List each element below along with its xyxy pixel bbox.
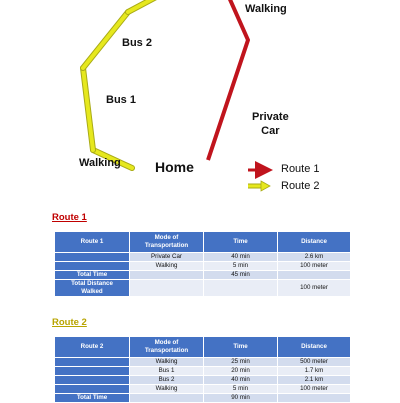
route1-path (208, 0, 248, 160)
table-cell: Walking (130, 358, 204, 367)
table-row (55, 271, 351, 280)
table-cell: 90 min (204, 394, 278, 403)
table-row (55, 358, 351, 367)
table-cell: 100 meter (278, 385, 351, 394)
header-cell: Distance (278, 232, 351, 253)
route2-section-title: Route 2 (52, 317, 87, 328)
label-walking-left: Walking (79, 157, 121, 169)
table-cell (204, 280, 278, 297)
table-cell: 5 min (204, 385, 278, 394)
legend-route2-arrowhead (261, 181, 270, 191)
header-cell: Route 2 (55, 337, 130, 358)
table-cell (278, 394, 351, 403)
table-row (55, 280, 351, 297)
route1-table (54, 231, 351, 297)
row-header-cell (55, 262, 130, 271)
table-header-row (55, 337, 351, 358)
table-header-row (55, 232, 351, 253)
row-header-cell: Total Distance Walked (55, 280, 130, 297)
label-walking-top: Walking (245, 3, 287, 15)
row-header-cell: Total Time (55, 394, 130, 403)
table-cell: 5 min (204, 262, 278, 271)
table-cell (130, 271, 204, 280)
table-row (55, 262, 351, 271)
table-row (55, 385, 351, 394)
row-header-cell (55, 385, 130, 394)
table-cell (278, 271, 351, 280)
table-cell: Bus 1 (130, 367, 204, 376)
table-cell: 100 meter (278, 280, 351, 297)
row-header-cell (55, 376, 130, 385)
header-cell: Mode of Transportation (130, 232, 204, 253)
table-cell (130, 394, 204, 403)
table-cell: Walking (130, 385, 204, 394)
table-cell: 100 meter (278, 262, 351, 271)
legend-route1-label: Route 1 (281, 163, 320, 175)
table-cell: Private Car (130, 253, 204, 262)
table-cell: 40 min (204, 253, 278, 262)
route2-path (83, 0, 158, 168)
table-cell: 500 meter (278, 358, 351, 367)
route1-private-car-segment (208, 0, 248, 160)
label-private-car: Private Car (252, 111, 289, 137)
label-home: Home (155, 159, 194, 175)
table-row (55, 253, 351, 262)
header-cell: Time (204, 337, 278, 358)
row-header-cell: Total Time (55, 271, 130, 280)
header-cell: Mode of Transportation (130, 337, 204, 358)
table-cell: Walking (130, 262, 204, 271)
table-cell: 40 min (204, 376, 278, 385)
table-cell: 45 min (204, 271, 278, 280)
table-row (55, 367, 351, 376)
header-cell: Route 1 (55, 232, 130, 253)
header-cell: Time (204, 232, 278, 253)
table-row (55, 376, 351, 385)
row-header-cell (55, 367, 130, 376)
label-bus2: Bus 2 (122, 37, 152, 49)
legend-route2-label: Route 2 (281, 180, 320, 192)
route2-table (54, 336, 351, 403)
row-header-cell (55, 358, 130, 367)
table-cell: 2.6 km (278, 253, 351, 262)
table-cell: Bus 2 (130, 376, 204, 385)
label-bus1: Bus 1 (106, 94, 136, 106)
table-cell (130, 280, 204, 297)
row-header-cell (55, 253, 130, 262)
table-cell: 20 min (204, 367, 278, 376)
route1-section-title: Route 1 (52, 212, 87, 223)
header-cell: Distance (278, 337, 351, 358)
table-row (55, 394, 351, 403)
table-cell: 1.7 km (278, 367, 351, 376)
legend (248, 170, 270, 191)
table-cell: 25 min (204, 358, 278, 367)
table-cell: 2.1 km (278, 376, 351, 385)
